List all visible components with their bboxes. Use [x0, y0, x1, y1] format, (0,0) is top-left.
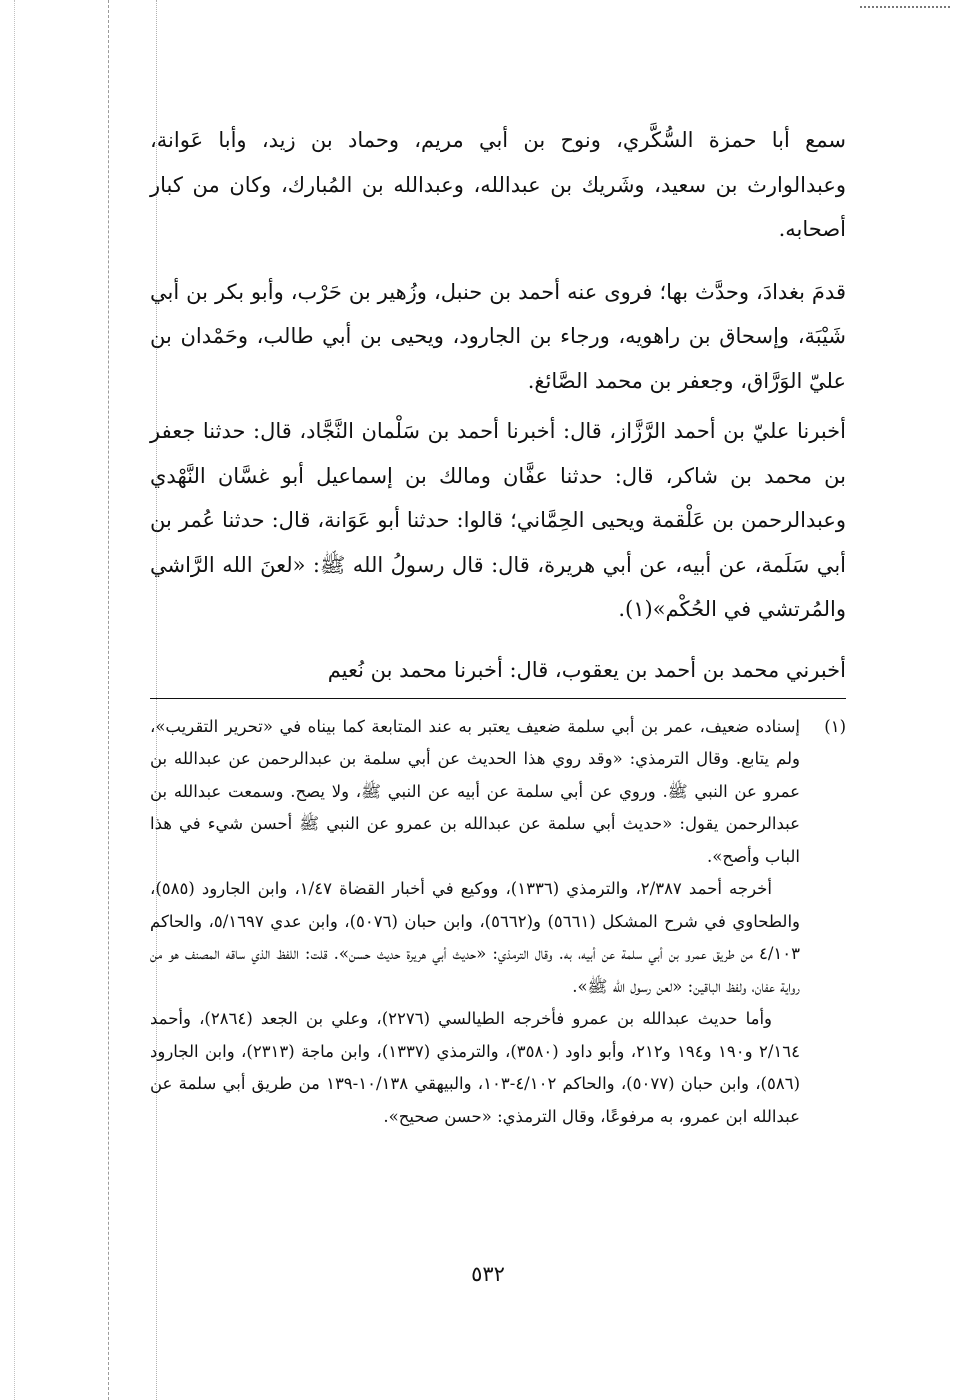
main-text	[150, 118, 846, 692]
footnote-separator	[150, 698, 846, 699]
footnote-paragraph: إسناده ضعيف، عمر بن أبي سلمة ضعيف يعتبر به عند المتابعة كما بيناه في «تحرير التقريب»، ولم يتابع. وقال الترمذي: «وقد روي هذا الحديث عن أبي سلمة بن عبدالرحمن عن عبدالله بن عمرو عن النبي ﷺ. وروي عن أبي سلمة عن أبيه عن النبي ﷺ، ولا يصح. وسمعت عبدالله بن عبدالرحمن يقول: «حديث أبي سلمة عن عبدالله بن عمرو عن النبي ﷺ أحسن شيء في هذا الباب وأصح».	[150, 716, 800, 866]
scan-top-mark	[860, 6, 950, 8]
footnotes	[150, 711, 846, 1134]
body-paragraph: أخبرنا عليّ بن أحمد الرَّزَّاز، قال: أخبرنا أحمد بن سَلْمان النَّجَّاد، قال: حدثنا جعفر بن محمد بن شاكر، قال: حدثنا عفَّان ومالك بن إسماعيل أبو غسَّان النَّهْدي وعبدالرحمن بن عَلْقمة ويحيى الحِمَّاني؛ قالوا: حدثنا أبو عَوَانة، قال: حدثنا عُمر بن أبي سَلَمة، عن أبيه، عن أبي هريرة، قال: قال رسولُ الله ﷺ: «لعنَ الله الرَّاشي والمُرتشي في الحُكْم»(١).	[150, 419, 846, 621]
book-page	[150, 118, 846, 1133]
body-last-line: أخبرني محمد بن أحمد بن يعقوب، قال: أخبرنا محمد بن نُعيم	[327, 657, 846, 682]
footnote-entry	[150, 711, 846, 1134]
scan-edge-line	[14, 0, 15, 1400]
footnote-paragraph: أخرجه أحمد ٢/٣٨٧، والترمذي (١٣٣٦)، ووكيع في أخبار القضاة ١/٤٧، وابن الجارود (٥٨٥)، والطحاوي في شرح المشكل (٥٦٦١) و(٥٦٦٢)، وابن حبان (٥٠٧٦)، وابن عدي ٥/١٦٩٧، والحاكم ٤/١٠٣ من طريق عمرو بن أبي سلمة عن أبيه، به. وقال الترمذي: «حديث أبي هريرة حديث حسن». قلت: اللفظ الذي ساقه المصنف هو من رواية عفان، ولفظ الباقين: «لعن رسول الله ﷺ».	[150, 879, 801, 996]
page-number: ٥٣٢	[471, 1262, 505, 1286]
scan-edge-line	[108, 0, 109, 1400]
body-paragraph: سمع أبا حمزة السُّكَّري، ونوح بن أبي مريم، وحماد بن زيد، وأبا عَوانة، وعبدالوارث بن سعيد، وشَريك بن عبدالله، وعبدالله بن المُبارك، وكان من كبار أصحابه.	[150, 128, 846, 241]
footnote-body	[150, 711, 800, 1134]
body-paragraph: قدمَ بغدادَ، وحدَّث بها؛ فروى عنه أحمد بن حنبل، وزُهير بن حَرْب، وأبو بكر بن أبي شَيْبَة، وإسحاق بن راهويه، ورجاء بن الجارود، ويحيى بن أبي طالب، وحَمْدان بن عليّ الوَرَّاق، وجعفر بن محمد الصَّائغ.	[150, 279, 846, 393]
footnote-paragraph: وأما حديث عبدالله بن عمرو فأخرجه الطيالسي (٢٢٧٦)، وعلي بن الجعد (٢٨٦٤)، وأحمد ٢/١٦٤ و١٩٠ و١٩٤ و٢١٢، وأبو داود (٣٥٨٠)، والترمذي (١٣٣٧)، وابن ماجة (٢٣١٣)، وابن الجارود (٥٨٦)، وابن حبان (٥٠٧٧)، والحاكم ٤/١٠٢-١٠٣، والبيهقي ١٠/١٣٨-١٣٩ من طريق أبي سلمة عن عبدالله ابن عمرو، به مرفوعًا، وقال الترمذي: «حسن صحيح».	[150, 1009, 800, 1126]
footnote-number: (١)	[824, 716, 846, 736]
